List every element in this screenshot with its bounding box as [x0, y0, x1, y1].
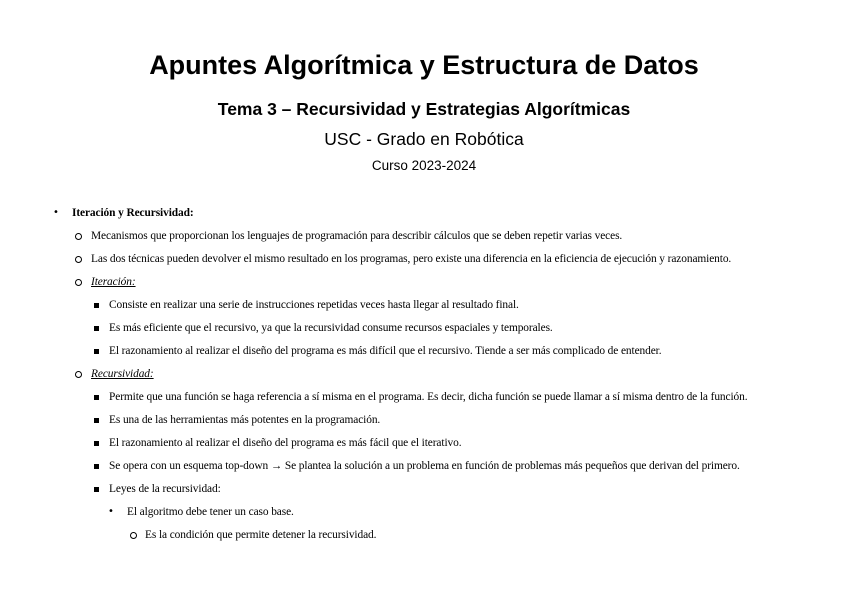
- course-label: Curso 2023-2024: [371, 158, 477, 173]
- list-item: Consiste en realizar una serie de instrucciones repetidas veces hasta llegar al resultado final.: [109, 299, 519, 311]
- list-item: Mecanismos que proporcionan los lenguajes de programación para describir cálculos que se deben repetir varias veces.: [91, 230, 623, 242]
- iteracion-heading: Iteración:: [91, 276, 136, 288]
- bullet-square-icon: [94, 464, 99, 469]
- bullet-square-icon: [94, 441, 99, 446]
- bullet-square-icon: [94, 418, 99, 423]
- bullet-disc-icon: •: [108, 506, 114, 517]
- list-item: Se opera con un esquema top-down → Se plantea la solución a un problema en función de problemas más pequeños que derivan del primero.: [109, 460, 740, 472]
- bullet-square-icon: [94, 395, 99, 400]
- bullet-circle-icon: [75, 371, 82, 378]
- bullet-square-icon: [94, 349, 99, 354]
- list-item: Es más eficiente que el recursivo, ya que la recursividad consume recursos espaciales y temporales.: [109, 322, 553, 334]
- list-item: Permite que una función se haga referencia a sí misma en el programa. Es decir, dicha función se puede llamar a sí misma dentro de la función.: [109, 391, 748, 403]
- bullet-circle-icon: [75, 233, 82, 240]
- institution-label: USC - Grado en Robótica: [324, 129, 524, 149]
- recursividad-heading: Recursividad:: [91, 368, 154, 380]
- list-item: Las dos técnicas pueden devolver el mismo resultado en los programas, pero existe una diferencia en la eficiencia de ejecución y razonamiento.: [91, 253, 732, 265]
- list-item: El razonamiento al realizar el diseño del programa es más difícil que el recursivo. Tiende a ser más complicado de entender.: [109, 345, 662, 357]
- list-item: Es la condición que permite detener la recursividad.: [145, 529, 377, 541]
- list-item: El algoritmo debe tener un caso base.: [127, 506, 294, 518]
- section-heading: Iteración y Recursividad:: [72, 207, 194, 219]
- bullet-circle-icon: [75, 279, 82, 286]
- bullet-square-icon: [94, 326, 99, 331]
- bullet-square-icon: [94, 487, 99, 492]
- document-subtitle: Tema 3 – Recursividad y Estrategias Algorítmicas: [217, 99, 631, 119]
- bullet-circle-icon: [75, 256, 82, 263]
- bullet-square-icon: [94, 303, 99, 308]
- bullet-circle-icon: [130, 532, 137, 539]
- list-item: El razonamiento al realizar el diseño del programa es más fácil que el iterativo.: [109, 437, 462, 449]
- document-title: Apuntes Algorítmica y Estructura de Datos: [149, 50, 699, 80]
- list-item: Es una de las herramientas más potentes en la programación.: [109, 414, 381, 426]
- bullet-disc-icon: •: [53, 207, 59, 218]
- list-item: Leyes de la recursividad:: [109, 483, 221, 495]
